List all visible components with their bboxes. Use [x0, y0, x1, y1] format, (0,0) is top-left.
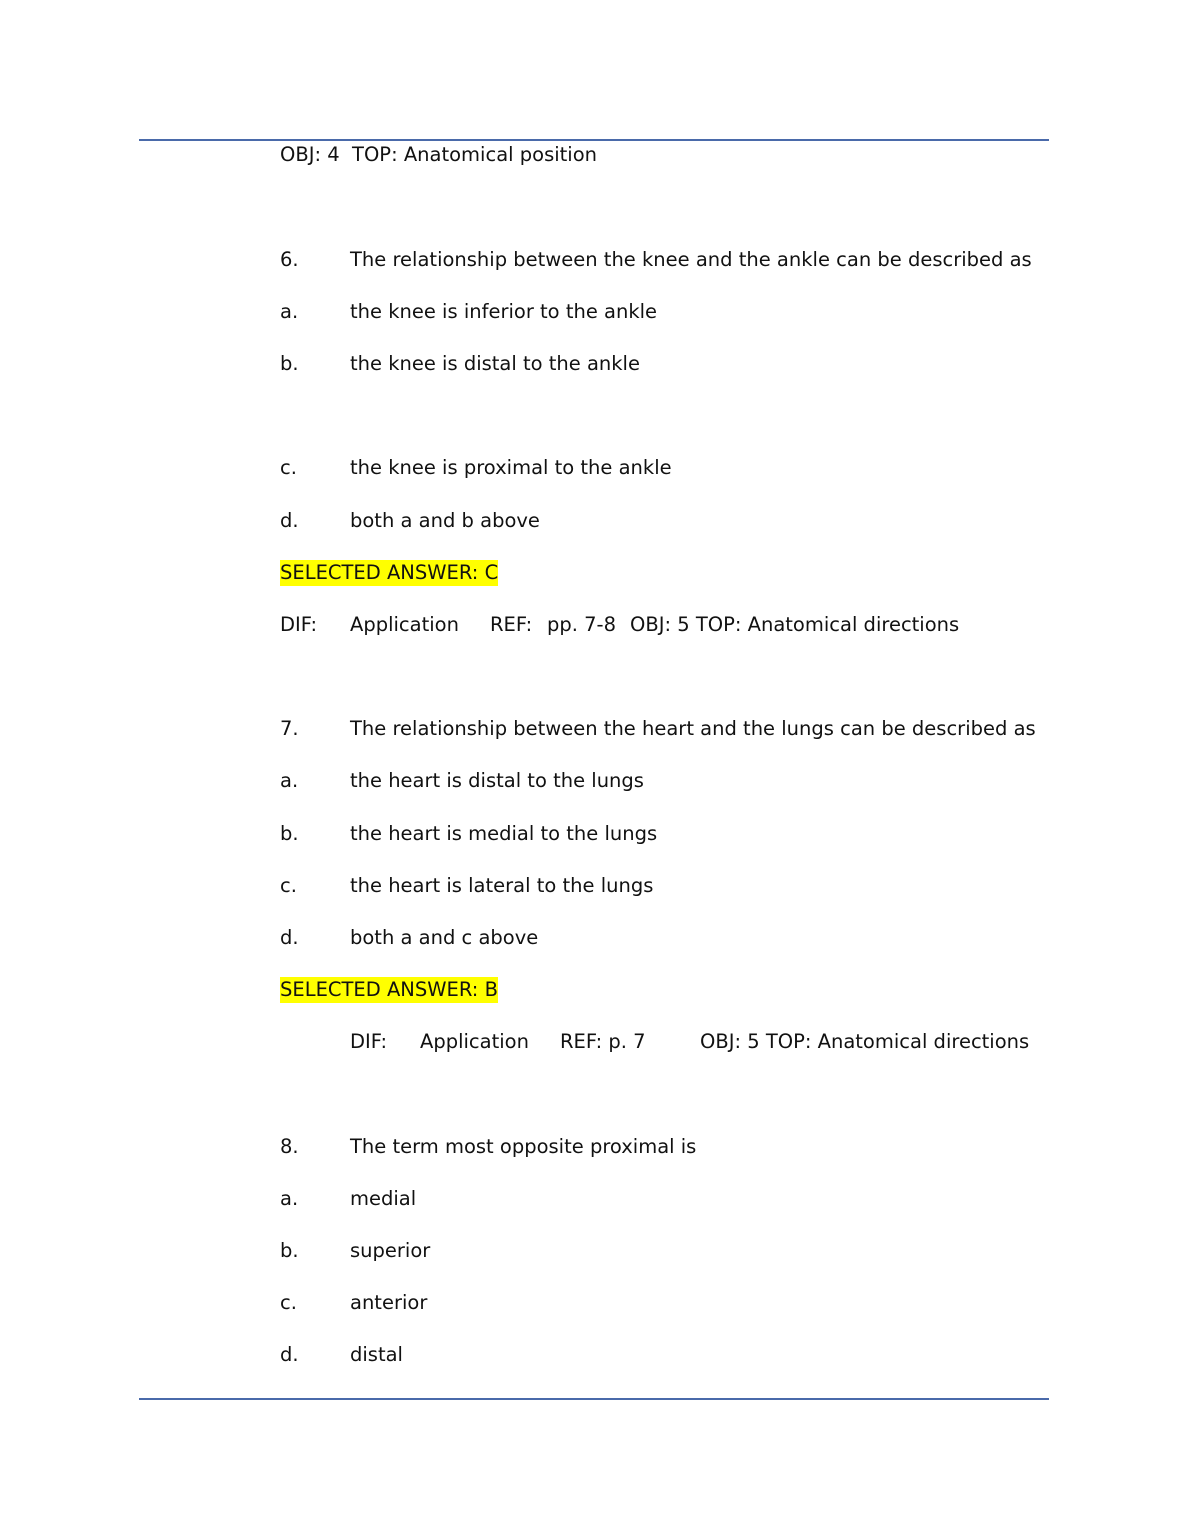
selected-answer: SELECTED ANSWER: B — [280, 978, 498, 1001]
ref-value: pp. 7-8 — [547, 613, 617, 636]
option-letter: b. — [280, 352, 299, 375]
top-rule — [139, 139, 1049, 141]
option-text: the knee is inferior to the ankle — [350, 300, 658, 323]
option-text: both a and b above — [350, 509, 540, 532]
question-stem: The term most opposite proximal is — [350, 1135, 697, 1158]
bottom-rule — [139, 1398, 1049, 1400]
option-letter: a. — [280, 1187, 299, 1210]
ref-label: REF: — [490, 613, 533, 636]
ref-value: REF: p. 7 — [560, 1030, 646, 1053]
option-text: both a and c above — [350, 926, 539, 949]
dif-value: Application — [420, 1030, 529, 1053]
option-letter: c. — [280, 874, 297, 897]
dif-label: DIF: — [350, 1030, 388, 1053]
option-text: the knee is proximal to the ankle — [350, 456, 672, 479]
option-letter: d. — [280, 509, 299, 532]
question-stem: The relationship between the knee and the ankle can be described as — [350, 248, 1032, 271]
dif-value: Application — [350, 613, 459, 636]
option-text: the heart is medial to the lungs — [350, 822, 658, 845]
option-text: the knee is distal to the ankle — [350, 352, 640, 375]
option-text: distal — [350, 1343, 403, 1366]
option-text: superior — [350, 1239, 431, 1262]
selected-answer: SELECTED ANSWER: C — [280, 561, 499, 584]
question-number: 8. — [280, 1135, 299, 1158]
option-letter: a. — [280, 769, 299, 792]
question-number: 6. — [280, 248, 299, 271]
question-number: 7. — [280, 717, 299, 740]
option-letter: d. — [280, 926, 299, 949]
option-text: anterior — [350, 1291, 428, 1314]
option-letter: a. — [280, 300, 299, 323]
header-note: OBJ: 4 TOP: Anatomical position — [280, 143, 597, 166]
option-letter: b. — [280, 1239, 299, 1262]
option-text: the heart is lateral to the lungs — [350, 874, 654, 897]
obj-top: OBJ: 5 TOP: Anatomical directions — [630, 613, 960, 636]
option-letter: c. — [280, 456, 297, 479]
option-letter: d. — [280, 1343, 299, 1366]
question-stem: The relationship between the heart and the lungs can be described as — [350, 717, 1036, 740]
obj-top: OBJ: 5 TOP: Anatomical directions — [700, 1030, 1030, 1053]
dif-label: DIF: — [280, 613, 318, 636]
option-text: the heart is distal to the lungs — [350, 769, 644, 792]
option-letter: b. — [280, 822, 299, 845]
option-letter: c. — [280, 1291, 297, 1314]
option-text: medial — [350, 1187, 417, 1210]
